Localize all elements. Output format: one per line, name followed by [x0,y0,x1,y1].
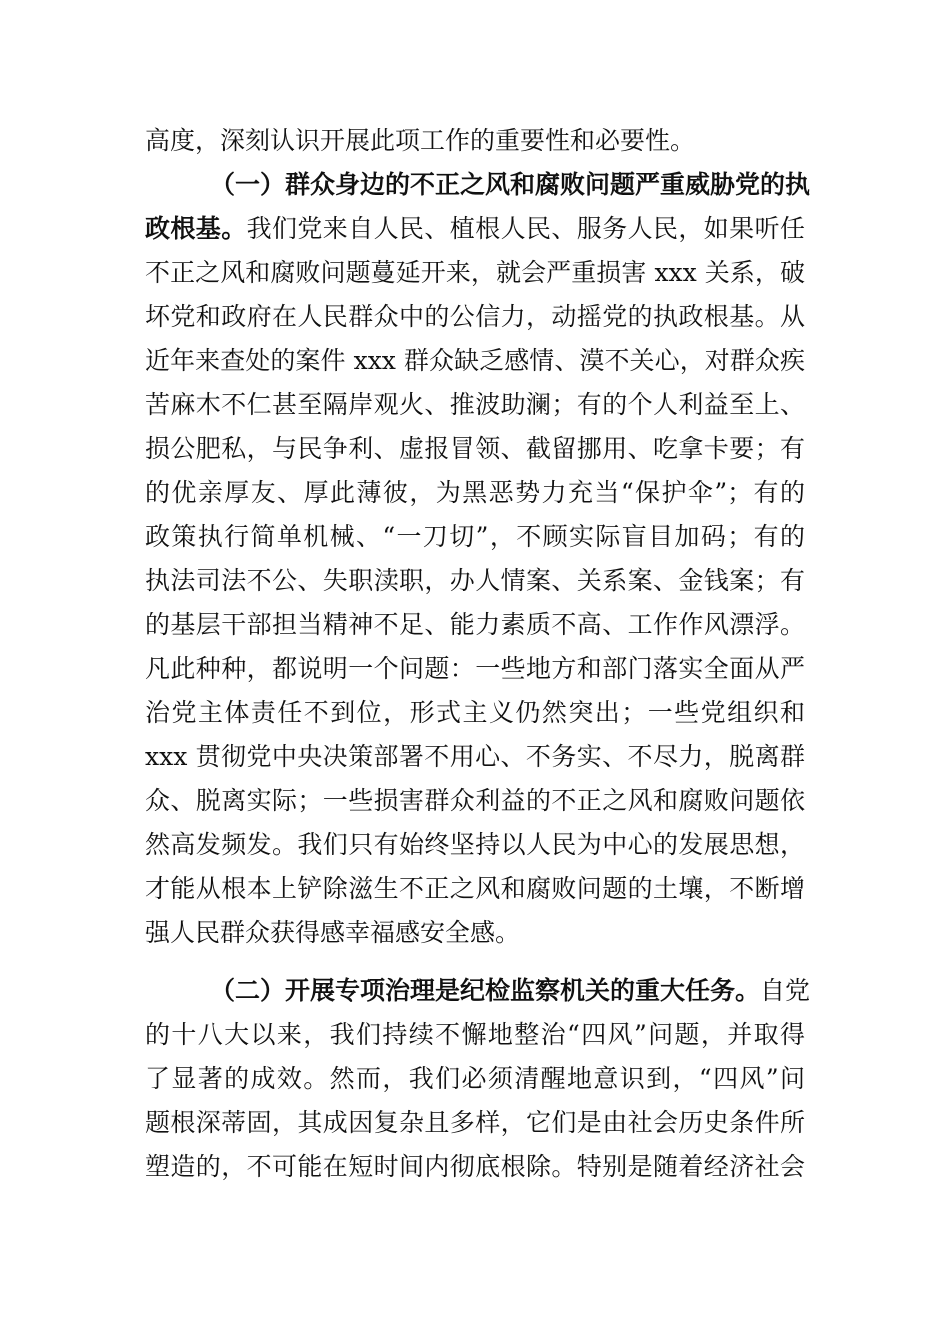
paragraph-line: 高度，深刻认识开展此项工作的重要性和必要性。 [145,126,696,155]
paragraph-line: xxx 贯彻党中央决策部署不用心、不务实、不尽力，脱离群 [145,742,805,771]
paragraph-line: 塑造的，不可能在短时间内彻底根除。特别是随着经济社会 [145,1152,805,1181]
paragraph-line: 了显著的成效。然而，我们必须清醒地意识到，“四风”问 [145,1064,805,1093]
paragraph-line [210,969,811,1013]
section-heading-1: （一）群众身边的不正之风和腐败问题严重威胁党的执 [210,170,811,199]
paragraph-line: 的基层干部担当精神不足、能力素质不高、工作作风漂浮。 [145,610,805,639]
paragraph-line: 政策执行简单机械、“一刀切”，不顾实际盲目加码；有的 [145,522,805,551]
paragraph-line: 近年来查处的案件 xxx 群众缺乏感情、漠不关心，对群众疾 [145,346,805,375]
paragraph-line: 凡此种种，都说明一个问题：一些地方和部门落实全面从严 [145,654,805,683]
paragraph-line: 的优亲厚友、厚此薄彼，为黑恶势力充当“保护伞”；有的 [145,478,805,507]
paragraph-text: 我们党来自人民、植根人民、服务人民，如果听任 [246,214,805,243]
paragraph-line: 的十八大以来，我们持续不懈地整治“四风”问题，并取得 [145,1020,805,1049]
paragraph-line: 执法司法不公、失职渎职，办人情案、关系案、金钱案；有 [145,566,805,595]
section-heading-1-cont: 政根基。 [145,214,247,243]
paragraph-line: 然高发频发。我们只有始终坚持以人民为中心的发展思想， [145,830,805,859]
paragraph-line: 题根深蒂固，其成因复杂且多样，它们是由社会历史条件所 [145,1108,805,1137]
paragraph-line: 才能从根本上铲除滋生不正之风和腐败问题的土壤，不断增 [145,874,805,903]
paragraph-line [145,207,805,251]
section-heading-2: （二）开展专项治理是纪检监察机关的重大任务。 [210,976,761,1005]
paragraph-line: 损公肥私，与民争利、虚报冒领、截留挪用、吃拿卡要；有 [145,434,805,463]
paragraph-line: 众、脱离实际；一些损害群众利益的不正之风和腐败问题依 [145,786,805,815]
paragraph-line: 坏党和政府在人民群众中的公信力，动摇党的执政根基。从 [145,302,805,331]
paragraph-text: 自党 [760,976,811,1005]
paragraph-line: 强人民群众获得感幸福感安全感。 [145,918,521,947]
paragraph-line: 不正之风和腐败问题蔓延开来，就会严重损害 xxx 关系，破 [145,258,805,287]
paragraph-line: 苦麻木不仁甚至隔岸观火、推波助澜；有的个人利益至上、 [145,390,805,419]
paragraph-line: 治党主体责任不到位，形式主义仍然突出；一些党组织和 [145,698,805,727]
